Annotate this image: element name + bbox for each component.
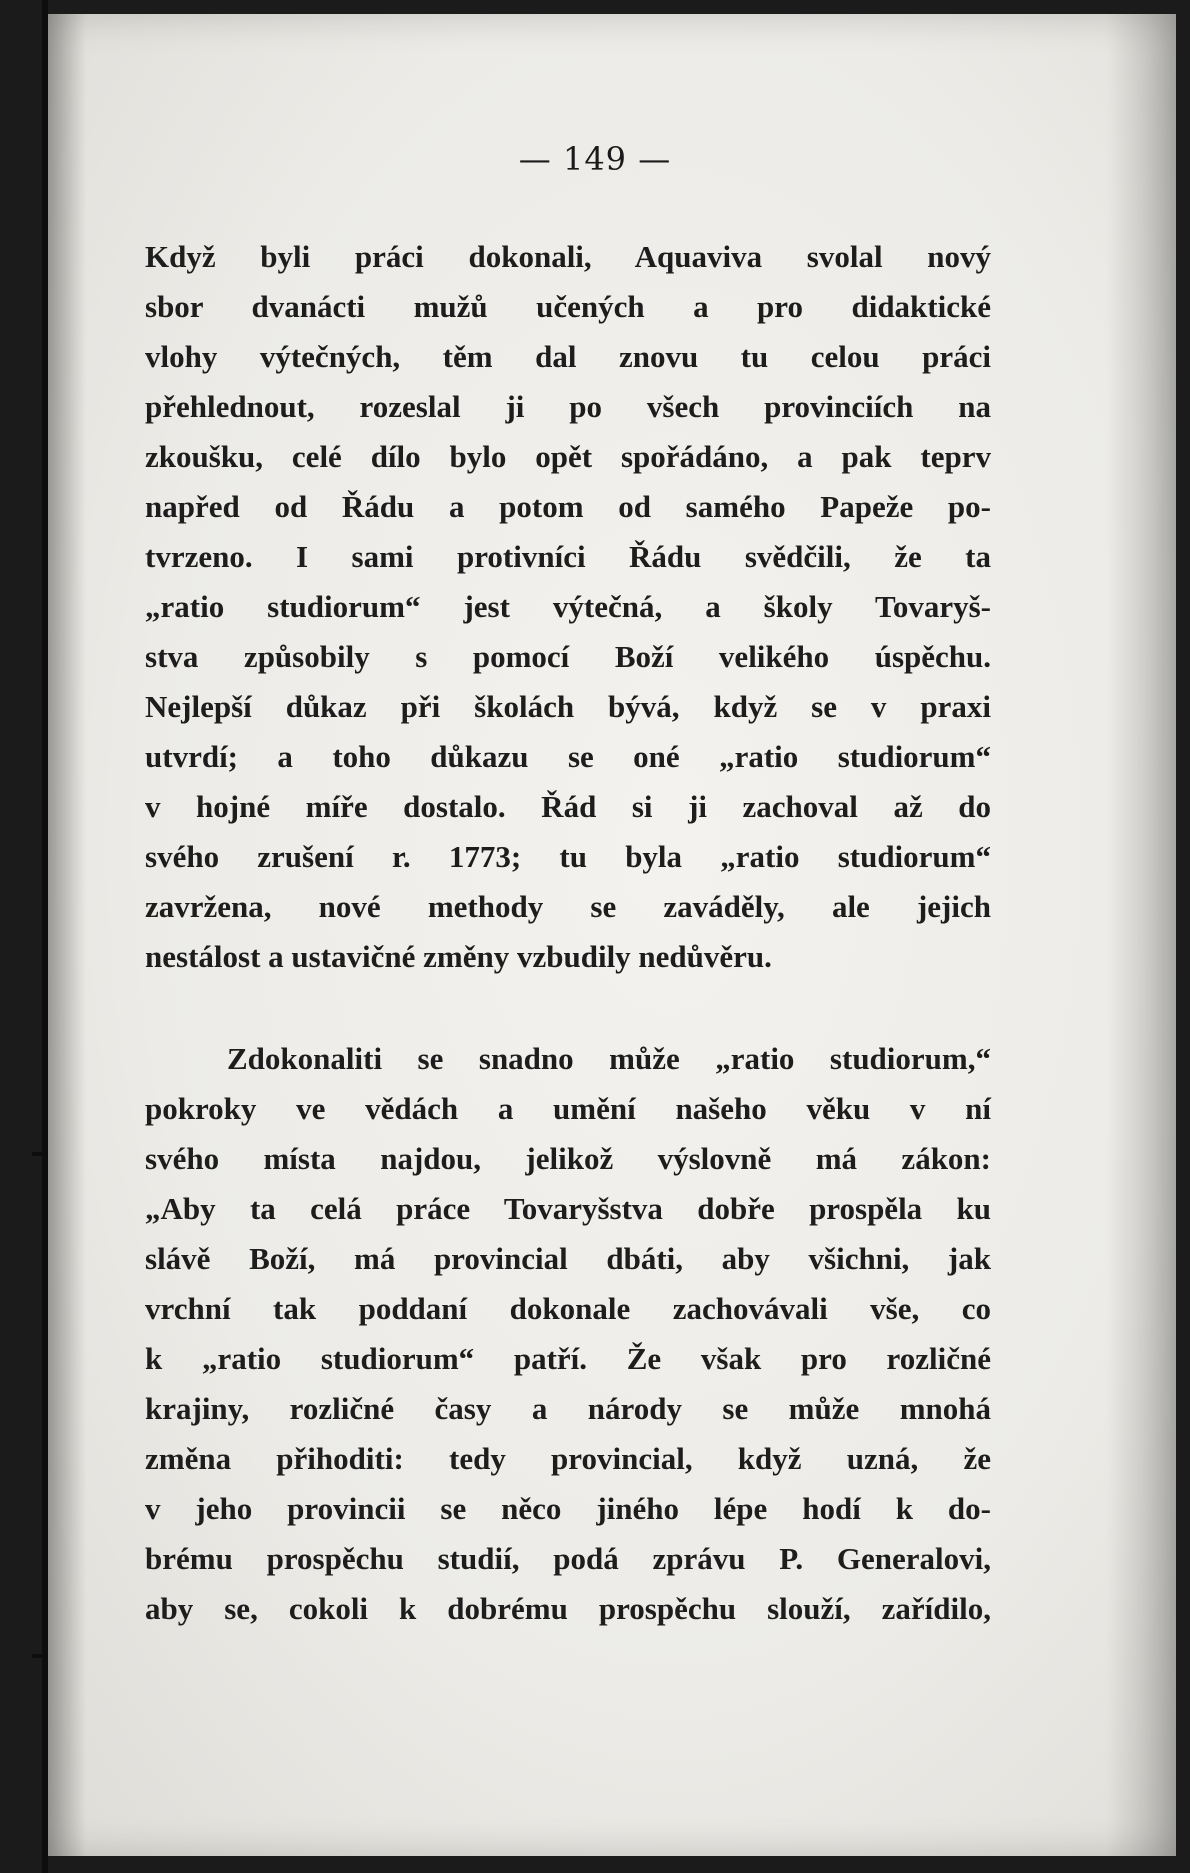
paragraph-1 — [145, 232, 991, 982]
text-line: stva způsobily s pomocí Boží velikého úspěchu. — [145, 639, 991, 674]
text-line: napřed od Řádu a potom od samého Papeže po- — [145, 489, 991, 524]
text-line: aby se, cokoli k dobrému prospěchu slouží, zařídilo, — [145, 1591, 991, 1626]
text-line: vlohy výtečných, těm dal znovu tu celou práci — [145, 339, 991, 374]
text-line: svého místa najdou, jelikož výslovně má zákon: — [145, 1141, 991, 1176]
text-line: nestálost a ustavičné změny vzbudily nedůvěru. — [145, 939, 772, 974]
text-line: utvrdí; a toho důkazu se oné „ratio studiorum“ — [145, 739, 991, 774]
paragraph-2 — [145, 1034, 991, 1634]
text-line: brému prospěchu studií, podá zprávu P. Generalovi, — [145, 1541, 991, 1576]
page-number: — 149 — — [518, 140, 672, 178]
text-line: vrchní tak poddaní dokonale zachovávali vše, co — [145, 1291, 991, 1326]
text-line: v hojné míře dostalo. Řád si ji zachoval až do — [145, 789, 991, 824]
body-text — [145, 232, 991, 1634]
text-line: krajiny, rozličné časy a národy se může mnohá — [145, 1391, 991, 1426]
text-line: přehlednout, rozeslal ji po všech provinciích na — [145, 389, 991, 424]
text-line: „ratio studiorum“ jest výtečná, a školy Tovaryš- — [145, 589, 991, 624]
text-line: svého zrušení r. 1773; tu byla „ratio studiorum“ — [145, 839, 991, 874]
text-line: „Aby ta celá práce Tovaryšstva dobře prospěla ku — [145, 1191, 991, 1226]
text-line: zkoušku, celé dílo bylo opět spořádáno, a pak teprv — [145, 439, 991, 474]
text-line: k „ratio studiorum“ patří. Že však pro rozličné — [145, 1341, 991, 1376]
text-line: zavržena, nové methody se zaváděly, ale jejich — [145, 889, 991, 924]
text-line: změna přihoditi: tedy provincial, když uzná, že — [145, 1441, 991, 1476]
text-line: slávě Boží, má provincial dbáti, aby všichni, jak — [145, 1241, 991, 1276]
text-line: tvrzeno. I sami protivníci Řádu svědčili, že ta — [145, 539, 991, 574]
text-line: pokroky ve vědách a umění našeho věku v ní — [145, 1091, 991, 1126]
text-line: sbor dvanácti mužů učených a pro didaktické — [145, 289, 991, 324]
text-line: v jeho provincii se něco jiného lépe hodí k do- — [145, 1491, 991, 1526]
text-line: Zdokonaliti se snadno může „ratio studiorum,“ — [227, 1041, 991, 1076]
paragraph-gap — [145, 982, 991, 1034]
text-line: Nejlepší důkaz při školách bývá, když se v praxi — [145, 689, 991, 724]
text-line: Když byli práci dokonali, Aquaviva svolal nový — [145, 239, 991, 274]
